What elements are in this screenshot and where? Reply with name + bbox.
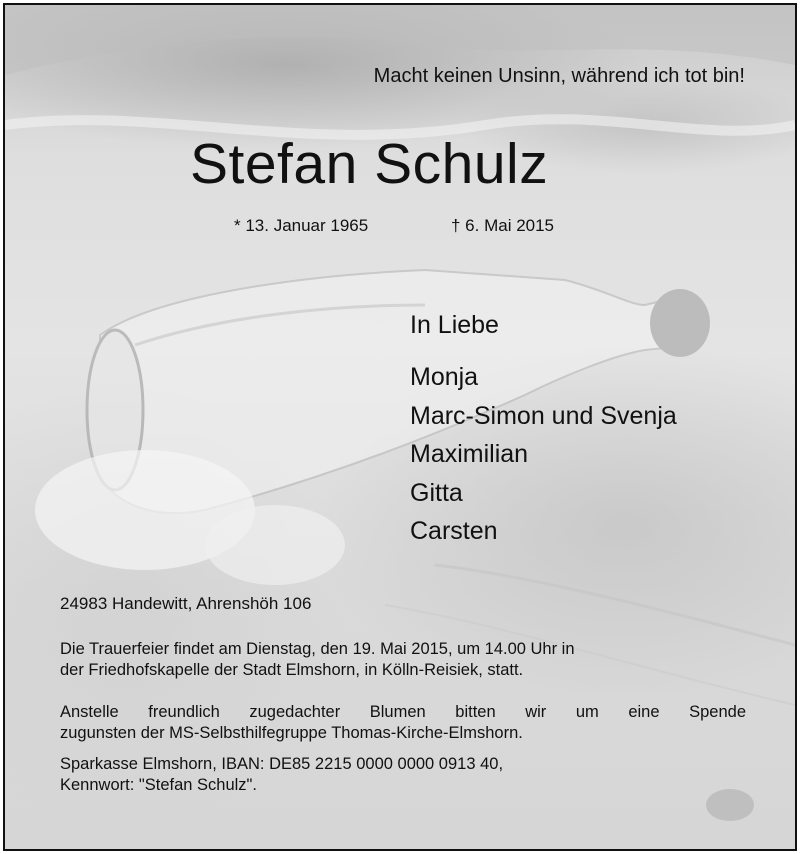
donation-line: zugunsten der MS-Selbsthilfegruppe Thomas-Kirche-Elmshorn. [60,724,523,742]
deceased-name: Stefan Schulz [190,132,549,196]
birth-date: * 13. Januar 1965 [234,216,369,235]
mourner-name: Maximilian [410,440,529,468]
mourner-name: Monja [410,363,479,391]
mourner-name: Carsten [410,517,498,545]
mourner-name: Gitta [410,478,463,507]
donation-line: Anstelle freundlich zugedachter Blumen bitten wir um eine Spende [60,703,746,721]
funeral-line: der Friedhofskapelle der Stadt Elmshorn, in Kölln-Reisiek, statt. [60,661,524,679]
mourners-list [410,361,677,554]
mourner-name: Marc-Simon und Svenja [410,401,677,430]
death-date: † 6. Mai 2015 [451,216,555,235]
in-love-heading: In Liebe [410,311,499,339]
funeral-line: Die Trauerfeier findet am Dienstag, den 19. Mai 2015, um 14.00 Uhr in [60,640,575,658]
funeral-paragraph [60,639,746,681]
motto: Macht keinen Unsinn, während ich tot bin! [373,65,745,87]
bank-line: Sparkasse Elmshorn, IBAN: DE85 2215 0000 0000 0913 40, [60,755,504,773]
address: 24983 Handewitt, Ahrenshöh 106 [60,594,312,613]
bank-line: Kennwort: "Stefan Schulz". [60,776,257,794]
donation-paragraph [60,702,746,744]
obituary-card [3,3,797,851]
bank-paragraph [60,754,746,796]
